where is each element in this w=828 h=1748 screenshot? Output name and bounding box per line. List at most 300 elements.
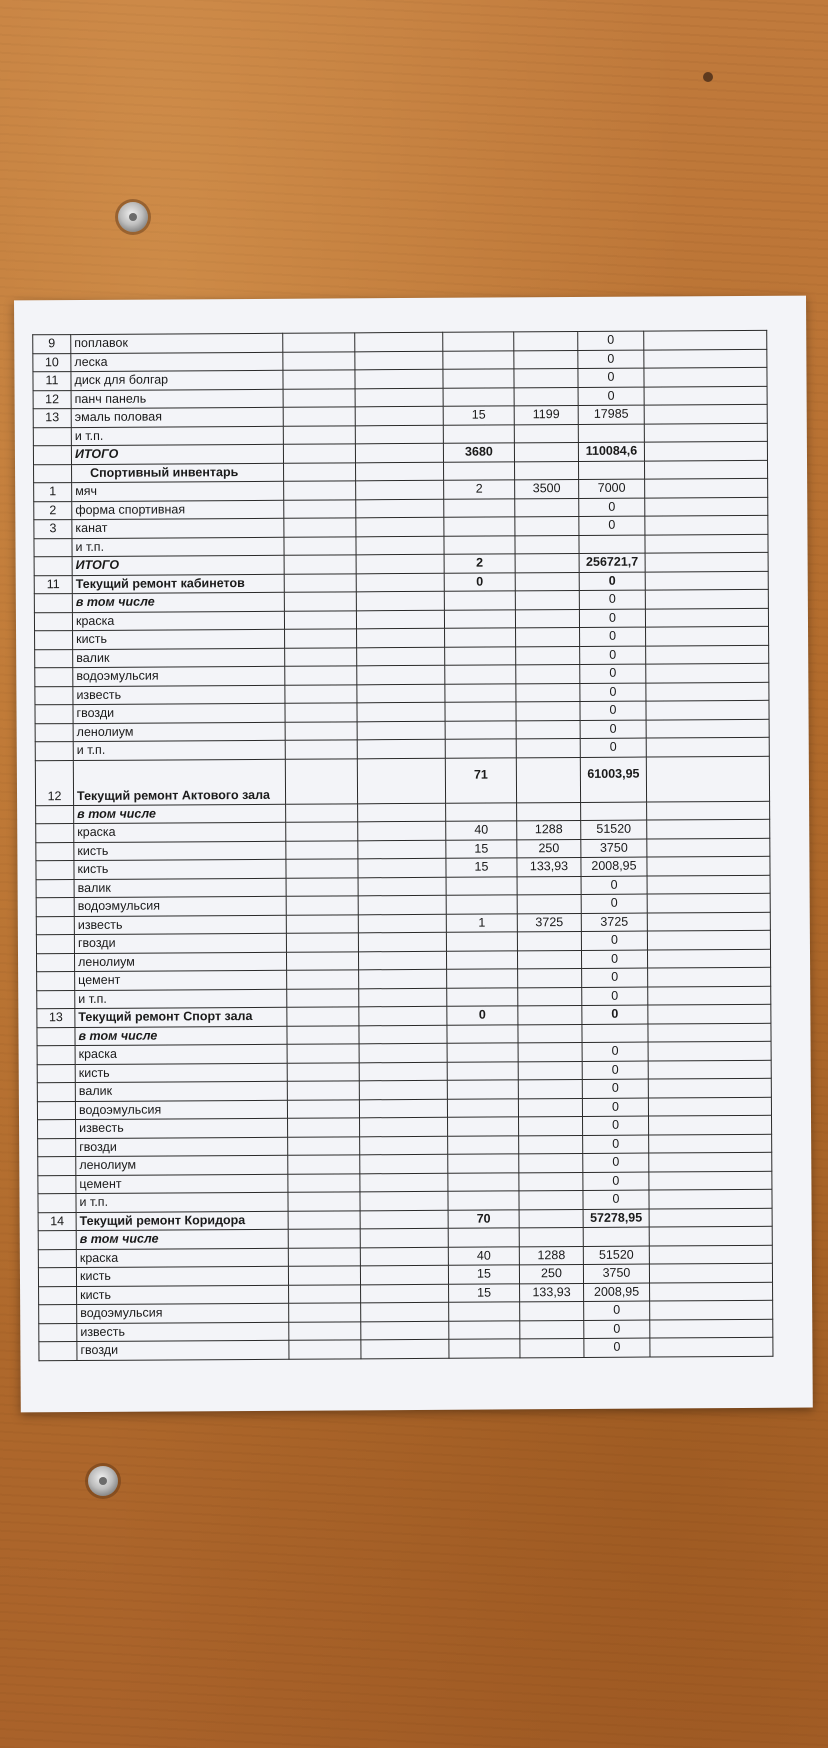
empty-cell bbox=[284, 518, 356, 537]
sum-cell: 0 bbox=[582, 987, 648, 1006]
empty-cell bbox=[284, 462, 356, 481]
row-number-cell bbox=[36, 879, 74, 898]
price-cell bbox=[517, 931, 581, 950]
item-name-cell: известь bbox=[77, 1322, 289, 1342]
sum-cell: 0 bbox=[579, 572, 645, 591]
sum-cell: 0 bbox=[582, 1005, 648, 1024]
empty-cell bbox=[648, 1078, 771, 1097]
empty-cell bbox=[646, 719, 769, 738]
sum-cell: 0 bbox=[582, 1061, 648, 1080]
row-number-cell bbox=[37, 1101, 75, 1120]
empty-cell bbox=[356, 517, 444, 536]
quantity-cell: 2 bbox=[444, 480, 515, 499]
empty-cell bbox=[284, 610, 356, 629]
price-cell bbox=[515, 498, 579, 517]
empty-cell bbox=[284, 573, 356, 592]
empty-cell bbox=[359, 1006, 447, 1025]
empty-cell bbox=[649, 1189, 772, 1208]
quantity-cell: 3680 bbox=[443, 443, 514, 462]
quantity-cell bbox=[443, 332, 514, 351]
row-number-cell bbox=[36, 898, 74, 917]
price-cell bbox=[518, 1005, 582, 1024]
quantity-cell: 15 bbox=[449, 1283, 520, 1302]
empty-cell bbox=[355, 425, 443, 444]
empty-cell bbox=[647, 875, 770, 894]
empty-cell bbox=[356, 462, 444, 481]
quantity-cell bbox=[445, 683, 516, 702]
quantity-cell: 0 bbox=[444, 572, 515, 591]
item-name-cell: краска bbox=[75, 1044, 287, 1064]
price-cell bbox=[515, 609, 579, 628]
empty-cell bbox=[359, 1062, 447, 1081]
empty-cell bbox=[287, 970, 359, 989]
item-name-cell: Спортивный инвентарь bbox=[72, 463, 284, 483]
sum-cell: 57278,95 bbox=[583, 1209, 649, 1228]
empty-cell bbox=[361, 1284, 449, 1303]
item-name-cell: кисть bbox=[74, 859, 286, 879]
empty-cell bbox=[355, 406, 443, 425]
empty-cell bbox=[645, 478, 768, 497]
sum-cell: 17985 bbox=[578, 405, 644, 424]
quantity-cell: 70 bbox=[448, 1209, 519, 1228]
row-number-cell: 1 bbox=[34, 483, 72, 502]
row-number-cell bbox=[35, 649, 73, 668]
price-cell bbox=[518, 968, 582, 987]
item-name-cell: водоэмульсия bbox=[77, 1303, 289, 1323]
empty-cell bbox=[283, 333, 355, 352]
empty-cell bbox=[358, 858, 446, 877]
empty-cell bbox=[289, 1321, 361, 1340]
empty-cell bbox=[288, 1192, 360, 1211]
empty-cell bbox=[357, 702, 445, 721]
item-name-cell: гвозди bbox=[76, 1137, 288, 1157]
item-name-cell: в том числе bbox=[72, 592, 284, 612]
empty-cell bbox=[286, 840, 358, 859]
price-cell: 3500 bbox=[515, 479, 579, 498]
price-cell: 1288 bbox=[519, 1246, 583, 1265]
quantity-cell bbox=[447, 1061, 518, 1080]
empty-cell bbox=[283, 444, 355, 463]
price-cell bbox=[514, 442, 578, 461]
quantity-cell: 15 bbox=[446, 839, 517, 858]
sum-cell: 0 bbox=[584, 1301, 650, 1320]
item-name-cell: в том числе bbox=[76, 1229, 288, 1249]
empty-cell bbox=[359, 1099, 447, 1118]
quantity-cell bbox=[445, 702, 516, 721]
item-name-cell: кисть bbox=[73, 629, 285, 649]
table-row bbox=[35, 756, 769, 805]
sum-cell bbox=[582, 1024, 648, 1043]
quantity-cell bbox=[445, 739, 516, 758]
row-number-cell bbox=[36, 861, 74, 880]
empty-cell bbox=[648, 1060, 771, 1079]
price-cell: 133,93 bbox=[520, 1283, 584, 1302]
price-cell bbox=[519, 1172, 583, 1191]
empty-cell bbox=[360, 1247, 448, 1266]
empty-cell bbox=[649, 1245, 772, 1264]
row-number-cell bbox=[37, 990, 75, 1009]
empty-cell bbox=[285, 647, 357, 666]
empty-cell bbox=[360, 1191, 448, 1210]
quantity-cell bbox=[448, 1154, 519, 1173]
quantity-cell bbox=[448, 1228, 519, 1247]
row-number-cell bbox=[36, 916, 74, 935]
item-name-cell: эмаль половая bbox=[71, 407, 283, 427]
empty-cell bbox=[645, 497, 768, 516]
price-cell bbox=[516, 720, 580, 739]
empty-cell bbox=[650, 1282, 773, 1301]
empty-cell bbox=[288, 1173, 360, 1192]
empty-cell bbox=[648, 967, 771, 986]
empty-cell bbox=[646, 626, 769, 645]
empty-cell bbox=[646, 756, 769, 802]
item-name-cell: ИТОГО bbox=[72, 555, 284, 575]
screw-icon bbox=[118, 202, 148, 232]
empty-cell bbox=[647, 930, 770, 949]
empty-cell bbox=[288, 1118, 360, 1137]
price-cell: 1199 bbox=[514, 405, 578, 424]
empty-cell bbox=[287, 988, 359, 1007]
empty-cell bbox=[358, 803, 446, 822]
empty-cell bbox=[285, 703, 357, 722]
row-number-cell bbox=[39, 1342, 77, 1361]
empty-cell bbox=[645, 571, 768, 590]
item-name-cell: валик bbox=[75, 1081, 287, 1101]
row-number-cell bbox=[38, 1268, 76, 1287]
empty-cell bbox=[285, 684, 357, 703]
empty-cell bbox=[650, 1319, 773, 1338]
quantity-cell bbox=[443, 424, 514, 443]
empty-cell bbox=[288, 1266, 360, 1285]
price-cell bbox=[519, 1209, 583, 1228]
item-name-cell: леска bbox=[71, 352, 283, 372]
price-cell bbox=[514, 350, 578, 369]
quantity-cell bbox=[445, 720, 516, 739]
empty-cell bbox=[648, 1097, 771, 1116]
empty-cell bbox=[648, 1004, 771, 1023]
empty-cell bbox=[288, 1229, 360, 1248]
row-number-cell bbox=[35, 705, 73, 724]
item-name-cell: в том числе bbox=[75, 1026, 287, 1046]
sum-cell: 0 bbox=[583, 1190, 649, 1209]
empty-cell bbox=[357, 758, 445, 804]
row-number-cell: 13 bbox=[37, 1009, 75, 1028]
price-cell bbox=[514, 387, 578, 406]
row-number-cell: 9 bbox=[33, 335, 71, 354]
item-name-cell: и т.п. bbox=[71, 426, 283, 446]
item-name-cell: краска bbox=[74, 822, 286, 842]
row-number-cell: 11 bbox=[33, 372, 71, 391]
item-name-cell: валик bbox=[73, 648, 285, 668]
empty-cell bbox=[287, 1044, 359, 1063]
price-cell bbox=[514, 424, 578, 443]
quantity-cell bbox=[447, 1080, 518, 1099]
empty-cell bbox=[288, 1136, 360, 1155]
quantity-cell bbox=[445, 628, 516, 647]
quantity-cell bbox=[444, 517, 515, 536]
quantity-cell bbox=[446, 950, 517, 969]
row-number-cell bbox=[38, 1175, 76, 1194]
price-cell bbox=[518, 1042, 582, 1061]
item-name-cell: гвозди bbox=[73, 703, 285, 723]
empty-cell bbox=[646, 663, 769, 682]
empty-cell bbox=[649, 1208, 772, 1227]
empty-cell bbox=[644, 386, 767, 405]
empty-cell bbox=[287, 1099, 359, 1118]
sum-cell: 61003,95 bbox=[580, 757, 646, 802]
sum-cell: 0 bbox=[579, 609, 645, 628]
empty-cell bbox=[360, 1228, 448, 1247]
price-cell bbox=[519, 1116, 583, 1135]
row-number-cell bbox=[36, 805, 74, 824]
empty-cell bbox=[360, 1210, 448, 1229]
row-number-cell: 11 bbox=[34, 575, 72, 594]
item-name-cell: водоэмульсия bbox=[75, 1100, 287, 1120]
row-number-cell: 2 bbox=[34, 501, 72, 520]
sum-cell: 0 bbox=[580, 701, 646, 720]
row-number-cell bbox=[33, 446, 71, 465]
empty-cell bbox=[289, 1303, 361, 1322]
empty-cell bbox=[360, 1136, 448, 1155]
row-number-cell bbox=[34, 612, 72, 631]
row-number-cell bbox=[37, 1027, 75, 1046]
empty-cell bbox=[289, 1340, 361, 1359]
empty-cell bbox=[284, 555, 356, 574]
empty-cell bbox=[286, 951, 358, 970]
empty-cell bbox=[357, 628, 445, 647]
empty-cell bbox=[355, 388, 443, 407]
empty-cell bbox=[358, 821, 446, 840]
quantity-cell bbox=[445, 665, 516, 684]
price-cell bbox=[520, 1301, 584, 1320]
item-name-cell: канат bbox=[72, 518, 284, 538]
sum-cell: 0 bbox=[584, 1320, 650, 1339]
sum-cell: 3750 bbox=[583, 1264, 649, 1283]
sum-cell: 0 bbox=[578, 387, 644, 406]
empty-cell bbox=[355, 332, 443, 351]
empty-cell bbox=[286, 933, 358, 952]
price-cell bbox=[517, 950, 581, 969]
price-cell bbox=[517, 802, 581, 821]
quantity-cell bbox=[444, 591, 515, 610]
price-cell bbox=[514, 461, 578, 480]
sum-cell: 0 bbox=[579, 590, 645, 609]
price-cell bbox=[518, 1079, 582, 1098]
empty-cell bbox=[288, 1155, 360, 1174]
sum-cell bbox=[578, 424, 644, 443]
empty-cell bbox=[357, 665, 445, 684]
empty-cell bbox=[644, 441, 767, 460]
row-number-cell bbox=[34, 594, 72, 613]
quantity-cell bbox=[446, 932, 517, 951]
quantity-cell bbox=[449, 1339, 520, 1358]
item-name-cell: кисть bbox=[76, 1266, 288, 1286]
empty-cell bbox=[286, 914, 358, 933]
price-cell bbox=[519, 1190, 583, 1209]
empty-cell bbox=[360, 1154, 448, 1173]
item-name-cell: ленолиум bbox=[76, 1155, 288, 1175]
row-number-cell bbox=[37, 1064, 75, 1083]
quantity-cell: 15 bbox=[446, 858, 517, 877]
item-name-cell: известь bbox=[73, 685, 285, 705]
price-cell bbox=[514, 331, 578, 350]
sum-cell: 51520 bbox=[583, 1246, 649, 1265]
table-body bbox=[33, 330, 773, 1360]
sum-cell: 0 bbox=[578, 331, 644, 350]
empty-cell bbox=[358, 877, 446, 896]
empty-cell bbox=[284, 536, 356, 555]
empty-cell bbox=[646, 682, 769, 701]
quantity-cell bbox=[447, 1024, 518, 1043]
sum-cell: 0 bbox=[581, 876, 647, 895]
sum-cell: 3750 bbox=[581, 839, 647, 858]
sum-cell: 2008,95 bbox=[581, 857, 647, 876]
price-cell bbox=[514, 368, 578, 387]
item-name-cell: кисть bbox=[75, 1063, 287, 1083]
quantity-cell: 15 bbox=[448, 1265, 519, 1284]
printed-sheet bbox=[14, 296, 813, 1413]
row-number-cell bbox=[39, 1305, 77, 1324]
empty-cell bbox=[356, 499, 444, 518]
empty-cell bbox=[646, 737, 769, 756]
price-cell bbox=[516, 701, 580, 720]
screw-icon bbox=[88, 1466, 118, 1496]
quantity-cell bbox=[446, 895, 517, 914]
empty-cell bbox=[284, 592, 356, 611]
empty-cell bbox=[648, 986, 771, 1005]
empty-cell bbox=[646, 645, 769, 664]
empty-cell bbox=[358, 932, 446, 951]
empty-cell bbox=[358, 840, 446, 859]
price-cell bbox=[517, 894, 581, 913]
empty-cell bbox=[647, 912, 770, 931]
row-number-cell bbox=[38, 1194, 76, 1213]
sum-cell: 0 bbox=[582, 968, 648, 987]
quantity-cell bbox=[446, 802, 517, 821]
empty-cell bbox=[286, 896, 358, 915]
price-cell bbox=[519, 1153, 583, 1172]
sum-cell: 0 bbox=[579, 516, 645, 535]
sum-cell: 51520 bbox=[581, 820, 647, 839]
empty-cell bbox=[356, 573, 444, 592]
item-name-cell: в том числе bbox=[74, 804, 286, 824]
price-cell: 1288 bbox=[517, 820, 581, 839]
item-name-cell: ИТОГО bbox=[71, 444, 283, 464]
row-number-cell bbox=[34, 557, 72, 576]
price-cell bbox=[516, 646, 580, 665]
budget-table bbox=[32, 330, 773, 1361]
sum-cell: 0 bbox=[582, 1079, 648, 1098]
row-number-cell bbox=[37, 972, 75, 991]
row-number-cell bbox=[35, 742, 73, 761]
quantity-cell bbox=[448, 1172, 519, 1191]
sum-cell: 256721,7 bbox=[579, 553, 645, 572]
empty-cell bbox=[359, 1043, 447, 1062]
empty-cell bbox=[283, 407, 355, 426]
empty-cell bbox=[355, 351, 443, 370]
item-name-cell: Текущий ремонт Актового зала bbox=[73, 759, 285, 805]
wood-dimple bbox=[703, 72, 713, 82]
row-number-cell: 10 bbox=[33, 353, 71, 372]
price-cell bbox=[520, 1338, 584, 1357]
empty-cell bbox=[360, 1117, 448, 1136]
price-cell bbox=[518, 987, 582, 1006]
empty-cell bbox=[356, 591, 444, 610]
quantity-cell: 2 bbox=[444, 554, 515, 573]
price-cell: 250 bbox=[517, 839, 581, 858]
quantity-cell bbox=[443, 369, 514, 388]
empty-cell bbox=[288, 1247, 360, 1266]
price-cell bbox=[516, 757, 580, 802]
sum-cell: 0 bbox=[584, 1338, 650, 1357]
sum-cell: 0 bbox=[580, 627, 646, 646]
sum-cell: 110084,6 bbox=[578, 442, 644, 461]
quantity-cell bbox=[445, 646, 516, 665]
sum-cell: 0 bbox=[578, 368, 644, 387]
sum-cell: 0 bbox=[579, 498, 645, 517]
empty-cell bbox=[355, 369, 443, 388]
row-number-cell bbox=[39, 1323, 77, 1342]
empty-cell bbox=[647, 801, 770, 820]
quantity-cell bbox=[448, 1117, 519, 1136]
row-number-cell bbox=[37, 1083, 75, 1102]
empty-cell bbox=[361, 1302, 449, 1321]
empty-cell bbox=[358, 895, 446, 914]
row-number-cell: 14 bbox=[38, 1212, 76, 1231]
sum-cell bbox=[579, 535, 645, 554]
quantity-cell: 0 bbox=[447, 1006, 518, 1025]
quantity-cell bbox=[448, 1191, 519, 1210]
empty-cell bbox=[359, 969, 447, 988]
row-number-cell bbox=[36, 935, 74, 954]
empty-cell bbox=[358, 951, 446, 970]
sum-cell bbox=[581, 802, 647, 821]
item-name-cell: мяч bbox=[72, 481, 284, 501]
item-name-cell: панч панель bbox=[71, 389, 283, 409]
row-number-cell bbox=[38, 1157, 76, 1176]
empty-cell bbox=[644, 423, 767, 442]
price-cell bbox=[516, 627, 580, 646]
row-number-cell bbox=[34, 538, 72, 557]
empty-cell bbox=[284, 481, 356, 500]
price-cell bbox=[516, 683, 580, 702]
empty-cell bbox=[645, 608, 768, 627]
price-cell bbox=[515, 572, 579, 591]
item-name-cell: валик bbox=[74, 878, 286, 898]
sum-cell: 0 bbox=[583, 1135, 649, 1154]
empty-cell bbox=[648, 1023, 771, 1042]
empty-cell bbox=[361, 1321, 449, 1340]
item-name-cell: известь bbox=[76, 1118, 288, 1138]
empty-cell bbox=[649, 1171, 772, 1190]
empty-cell bbox=[649, 1152, 772, 1171]
empty-cell bbox=[649, 1115, 772, 1134]
price-cell bbox=[519, 1227, 583, 1246]
row-number-cell bbox=[35, 668, 73, 687]
empty-cell bbox=[289, 1284, 361, 1303]
empty-cell bbox=[357, 647, 445, 666]
item-name-cell: цемент bbox=[75, 970, 287, 990]
sum-cell: 0 bbox=[582, 1042, 648, 1061]
empty-cell bbox=[645, 534, 768, 553]
table-row bbox=[39, 1337, 773, 1360]
row-number-cell bbox=[38, 1249, 76, 1268]
quantity-cell: 15 bbox=[443, 406, 514, 425]
quantity-cell bbox=[447, 987, 518, 1006]
sum-cell: 0 bbox=[580, 664, 646, 683]
empty-cell bbox=[356, 536, 444, 555]
row-number-cell: 12 bbox=[35, 760, 73, 805]
